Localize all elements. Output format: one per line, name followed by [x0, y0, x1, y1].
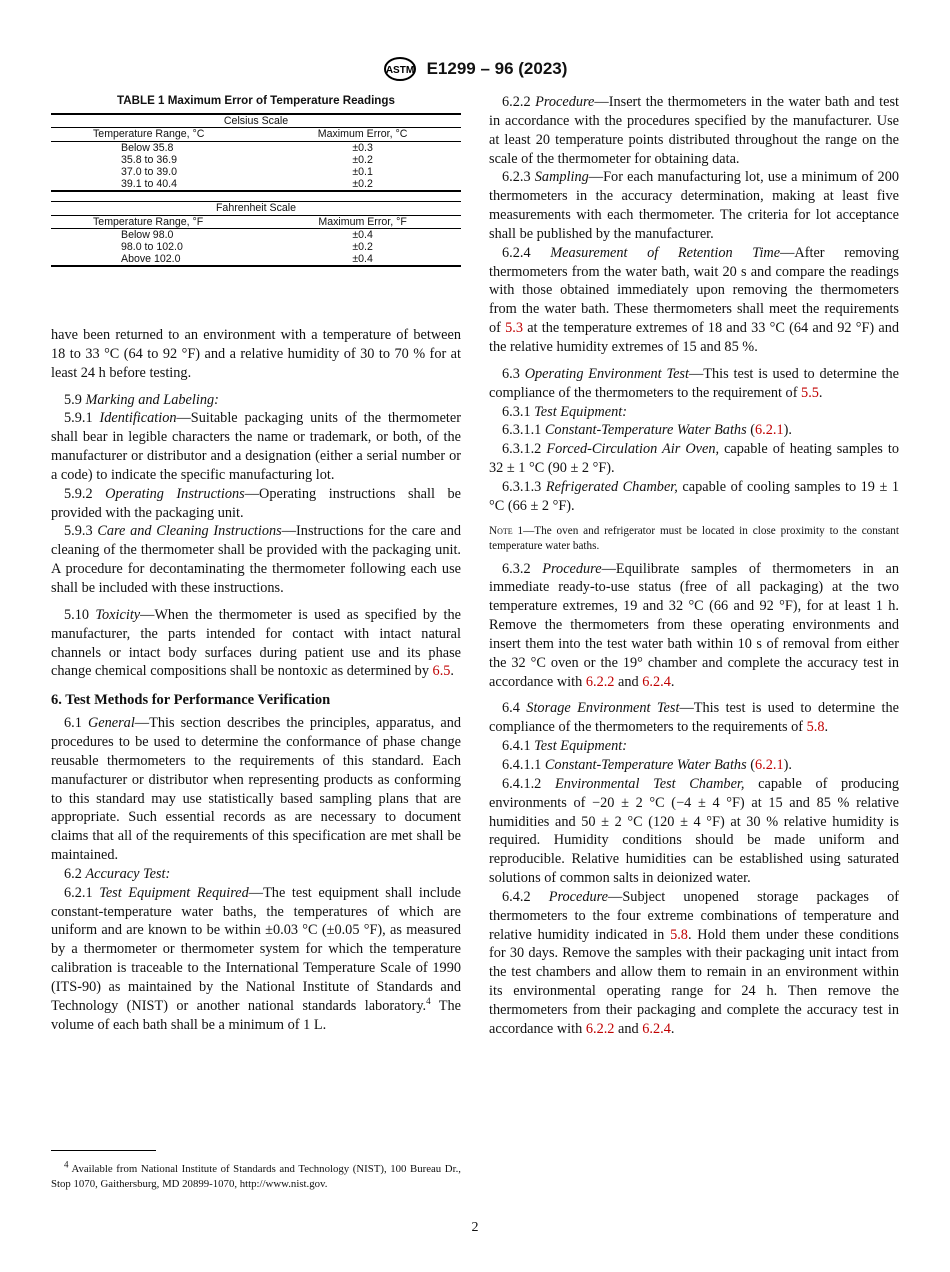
text: 5.9.1	[64, 410, 100, 427]
paragraph	[51, 884, 461, 1035]
paragraph	[51, 391, 461, 410]
paragraph	[489, 775, 899, 888]
section-heading: 6. Test Methods for Performance Verification	[51, 692, 331, 709]
section-title: Sampling	[534, 169, 589, 186]
text: —When the thermometer is used as specified by the manufacturer, the parts intended for contact with intact natural channels or intact body surfaces during patient use and its phase change chemical compositions shall be nontoxic as determined by	[51, 606, 461, 680]
table-row	[51, 228, 461, 241]
section-title: Procedure	[548, 888, 609, 905]
table-title: TABLE 1 Maximum Error of Temperature Readings	[117, 94, 395, 107]
range-cell: Below 35.8	[121, 141, 174, 154]
range-cell: 98.0 to 102.0	[121, 241, 183, 254]
text: —The oven and refrigerator must be located in close proximity to the constant temperature water baths.	[489, 524, 899, 552]
text: 6.4.1.2	[502, 775, 555, 792]
text: 6.2.4	[502, 244, 551, 261]
paragraph	[51, 326, 461, 383]
paragraph	[489, 888, 899, 1039]
text: —Equilibrate samples of thermometers in an immediate ready-to-use status (free of all packaging) at the two temperature extremes, 19 and 32 °C (66 and 92 °F), for at least 1 h. Remove the thermometers from these operating environments and insert them into the test water bath within 10 s of removal from either the 32 °C oven or the 19° chamber and complete the accuracy test in accordance with	[489, 560, 899, 690]
text: .	[818, 384, 823, 401]
column-header: Temperature Range, °F	[51, 215, 264, 228]
range-cell: Above 102.0	[51, 253, 264, 266]
column-header: Temperature Range, °C	[51, 128, 264, 141]
section-title: General	[87, 715, 135, 732]
text: and	[614, 673, 643, 690]
section-title: Procedure	[542, 560, 602, 577]
text: 5.9.3	[64, 523, 98, 540]
max-error-cell: ±0.3	[352, 141, 373, 154]
paragraph	[489, 756, 899, 775]
text: 6.2.3	[502, 169, 535, 186]
column-header: Maximum Error, °C	[264, 128, 461, 141]
text: —Suitable packaging units of the thermometer shall bear in legible characters the name or trademark, or both, of the manufacturer or distributor and a designation (either a serial number or a code) to indicate the specific manufacturing lot.	[51, 410, 461, 483]
paragraph	[489, 403, 899, 422]
text: 6.1	[64, 715, 88, 732]
text: —This test is used to determine the compliance of the thermometers to the requirement of	[489, 365, 899, 401]
fahrenheit-table	[51, 201, 461, 267]
section-link[interactable]: 6.2.1	[755, 757, 784, 773]
section-link[interactable]: 6.2.1	[755, 422, 784, 439]
page-number: 2	[471, 1220, 479, 1235]
text: The volume of each bath shall be a minimum of 1 L.	[51, 997, 461, 1033]
paragraph	[489, 365, 899, 403]
paragraph	[51, 606, 461, 681]
celsius-scale-label: Celsius Scale	[51, 114, 461, 128]
section-title: Operating Environment Test	[524, 365, 689, 382]
paragraph	[489, 93, 899, 168]
text: ).	[783, 422, 792, 439]
text: 6.2.1	[64, 884, 100, 901]
text: —Operating instructions shall be provided with the packaging unit.	[51, 485, 461, 521]
table-row	[51, 253, 461, 266]
range-cell: Below 98.0	[121, 228, 174, 241]
text: —This test is used to determine the compliance of the thermometers to the requirements of	[489, 700, 899, 736]
text: —This section describes the principles, apparatus, and procedures to be used to determine the conformance of phase change reusable thermometers to the requirements of this standard. Each manufacturer or distributor when representing products as conforming to this standard may use statistically based sampling plans that are appropriate. Such essential records as are necessary to document claims that all of the requirements of this specification are met shall be maintained.	[51, 715, 461, 864]
section-title: Accuracy Test:	[85, 865, 171, 882]
text: 6.3	[502, 365, 525, 382]
section-title: Care and Cleaning Instructions	[97, 523, 282, 540]
table-row	[51, 241, 461, 253]
standard-designation: E1299 – 96 (2023)	[426, 59, 568, 78]
section-title: Operating Instructions	[105, 485, 245, 502]
paragraph	[489, 421, 899, 440]
max-error-cell: ±0.1	[352, 166, 373, 179]
text: . Hold them under these conditions for 30 days. Remove the samples with their packaging unit intact from the test chambers and allow them to remain in an environment within its environmental operating range for 24 h. Then remove the thermometers from their packaging and complete the accuracy test in accordance with	[489, 926, 899, 1037]
footnote-mark: 4	[64, 1159, 69, 1170]
section-link[interactable]: 6.2.4	[642, 1020, 671, 1037]
text: 6.4.1.1	[502, 757, 545, 773]
table-row	[51, 141, 461, 154]
max-error-cell: ±0.4	[264, 253, 461, 266]
text: at the temperature extremes of 18 and 33 °C (64 and 92 °F) and the relative humidity extremes of 15 and 85 %.	[489, 320, 899, 355]
text: .	[670, 1020, 675, 1037]
text: —Insert the thermometers in the water bath and test in accordance with the procedures specified by the manufacturer. Use at least 20 temperature points distributed throughout the range on the scale of the thermometer for obtaining data.	[489, 94, 899, 167]
range-cell: 35.8 to 36.9	[121, 153, 177, 166]
text: .	[670, 673, 675, 690]
text: have been returned to an environment with a temperature of between 18 to 33 °C (64 to 92 °F) and a relative humidity of 30 to 70 % for at least 24 h before testing.	[51, 327, 461, 381]
text: 6.4.1	[502, 738, 535, 755]
text: capable of producing environments of −20 ± 2 °C (−4 ± 4 °F) at 15 and 85 % relative humidities and 50 ± 2 °C (120 ± 4 °F) at 30 % relative humidity is required. Humidity conditions should be made uniform and reproducible. Relative humidities can be established using saturated solutions of common salts in deionized water.	[489, 775, 899, 887]
fahrenheit-scale-label: Fahrenheit Scale	[51, 202, 461, 215]
table-row	[51, 178, 461, 191]
section-title: Measurement of Retention Time	[550, 244, 781, 261]
astm-logo-icon	[383, 56, 417, 82]
paragraph	[489, 440, 899, 478]
text: 6.2.2	[502, 94, 536, 110]
section-link[interactable]: 5.8	[806, 719, 825, 736]
section-title: Test Equipment:	[534, 738, 627, 755]
paragraph	[51, 714, 461, 865]
section-title: Environmental Test Chamber,	[554, 775, 745, 792]
section-link[interactable]: 6.2.4	[642, 673, 671, 690]
max-error-cell: ±0.2	[352, 241, 373, 254]
table-1	[51, 95, 461, 267]
page-header	[0, 56, 950, 82]
note	[489, 524, 899, 554]
text: —For each manufacturing lot, use a minimum of 200 thermometers in the accuracy determination, making at least five measurements with each thermometer. The criteria for lot acceptance shall be published by the manufacturer.	[489, 169, 899, 242]
section-link[interactable]: 5.5	[801, 384, 819, 401]
section-link[interactable]: 5.8	[670, 926, 688, 943]
text: Note 1	[489, 524, 524, 537]
section-title: Refrigerated Chamber,	[545, 478, 678, 495]
section-link[interactable]: 6.5	[432, 663, 451, 680]
text: 6.3.2	[502, 560, 543, 577]
right-column	[489, 93, 899, 1039]
text: 6.3.1	[502, 403, 535, 420]
max-error-cell: ±0.2	[352, 153, 373, 166]
paragraph	[489, 560, 899, 692]
section-link[interactable]: 6.2.2	[585, 673, 615, 690]
section-title: Marking and Labeling:	[85, 391, 219, 408]
text: ).	[783, 757, 792, 773]
text: 5.9.2	[64, 485, 106, 502]
section-title: Constant-Temperature Water Baths	[544, 757, 747, 773]
text: —After removing thermometers from the water bath, wait 20 s and compare the readings with those obtained immediately upon removing the thermometers from the water bath. These thermometers shall meet the requirements of	[489, 244, 899, 337]
text: 5.10	[64, 606, 96, 623]
paragraph	[489, 699, 899, 737]
paragraph	[489, 478, 899, 516]
column-header: Maximum Error, °F	[264, 215, 461, 228]
section-title: Constant-Temperature Water Baths	[544, 422, 747, 439]
section-link[interactable]: 6.2.2	[585, 1020, 615, 1037]
paragraph	[51, 865, 461, 884]
text: —The test equipment shall include constant-temperature water baths, the temperatures of which are uniform and are known to be within ±0.03 °C (±0.05 °F), as measured by a thermometer or thermometer system for which the temperature calibration is traceable to the International Temperature Scale of 1990 (ITS-90) as maintained by the National Institute of Standards and Technology (NIST) or another national standards laboratory.	[51, 884, 461, 1014]
paragraph	[51, 485, 461, 523]
text: 6.2	[64, 865, 86, 882]
paragraph	[51, 409, 461, 484]
range-cell: 37.0 to 39.0	[121, 166, 177, 179]
text: capable of heating samples to 32 ± 1 °C (90 ± 2 °F).	[489, 441, 900, 477]
footnote-ref[interactable]: 4	[426, 996, 431, 1007]
text: 6.3.1.3	[502, 478, 546, 495]
table-row	[51, 166, 461, 178]
text: —Instructions for the care and cleaning of the thermometer shall be provided with the packaging unit. A procedure for decontaminating the thermometer following each use shall be included with these instructions.	[51, 523, 461, 596]
footnote	[51, 1150, 461, 1191]
text: capable of cooling samples to 19 ± 1 °C (66 ± 2 °F).	[489, 478, 900, 514]
text: (	[746, 757, 755, 773]
section-title: Toxicity	[95, 606, 141, 623]
footnote-rule	[51, 1150, 156, 1151]
section-link[interactable]: 5.3	[505, 320, 523, 337]
text: .	[450, 663, 454, 680]
left-column	[51, 326, 461, 1035]
range-cell: 39.1 to 40.4	[51, 178, 264, 191]
celsius-table	[51, 113, 461, 192]
section-title: Identification	[99, 410, 177, 427]
text: 6.4.2	[502, 888, 549, 905]
table-row	[51, 154, 461, 166]
section-title: Forced-Circulation Air Oven,	[546, 441, 720, 458]
section-title: Test Equipment Required	[99, 884, 249, 901]
section-title: Storage Environment Test	[526, 700, 680, 717]
max-error-cell: ±0.4	[352, 228, 373, 241]
section-title: Test Equipment:	[534, 403, 627, 420]
text: —Subject unopened storage packages of thermometers to the four extreme combinations of temperature and relative humidity indicated in	[489, 888, 899, 943]
svg-text:ASTM: ASTM	[385, 65, 414, 76]
paragraph	[489, 168, 899, 243]
text: 6.4	[502, 700, 527, 717]
text: 6.3.1.1	[502, 422, 545, 439]
text: .	[824, 719, 829, 736]
paragraph	[51, 522, 461, 597]
paragraph	[489, 244, 899, 357]
text: and	[614, 1020, 643, 1037]
section-title: Procedure	[535, 94, 595, 110]
text: 5.9	[64, 391, 86, 408]
paragraph	[489, 737, 899, 756]
text: (	[746, 422, 755, 439]
text: 6.3.1.2	[502, 441, 547, 458]
max-error-cell: ±0.2	[264, 178, 461, 191]
footnote-text: Available from National Institute of Standards and Technology (NIST), 100 Bureau Dr., Stop 1070, Gaithersburg, MD 20899-1070, http://www.nist.gov.	[51, 1163, 461, 1190]
